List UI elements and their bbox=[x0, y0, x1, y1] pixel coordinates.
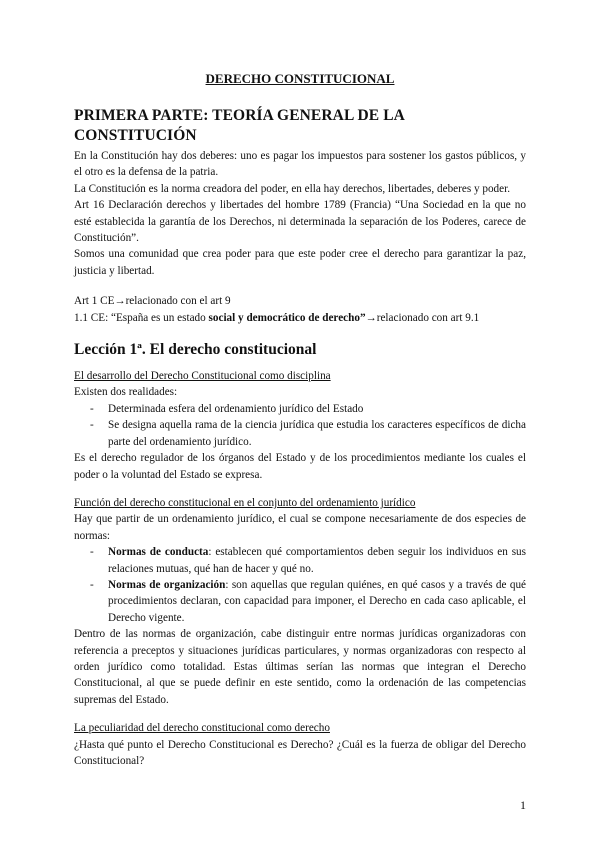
section-paragraph: Dentro de las normas de organización, cabe distinguir entre normas jurídicas organizadoras con referencia a preceptos y situaciones jurídicas particulares, y normas organizadoras con respecto al orden jurídico como totalidad. Estas últimas serían las normas que integran el Derecho Constitucional, al que se puede definir en este sentido, como la ordenación de las competencias supremas del Estado. bbox=[74, 628, 526, 706]
section-title: El desarrollo del Derecho Constitucional como disciplina bbox=[74, 370, 331, 383]
page-number: 1 bbox=[520, 798, 526, 812]
section-title: La peculiaridad del derecho constitucional como derecho bbox=[74, 722, 330, 735]
section-title: Función del derecho constitucional en el conjunto del ordenamiento jurídico bbox=[74, 496, 416, 509]
document-title: DERECHO CONSTITUCIONAL bbox=[205, 71, 395, 86]
page-content bbox=[74, 70, 526, 769]
section-lead: Existen dos realidades: bbox=[74, 386, 178, 399]
list-item: - Determinada esfera del ordenamiento jurídico del Estado bbox=[90, 402, 364, 415]
bullet-list bbox=[74, 401, 526, 450]
article-1-note: Art 1 CE→relacionado con el art 9 bbox=[74, 295, 231, 308]
lesson-title: Lección 1ª. El derecho constitucional bbox=[74, 341, 317, 359]
section-paragraph: Es el derecho regulador de los órganos del Estado y de los procedimientos mediante los cuales el poder o la voluntad del Estado se expresa. bbox=[74, 452, 526, 481]
list-item: - Normas de organización: son aquellas que regulan quiénes, en qué casos y a través de qué procedimientos declaran, con capacidad para imponer, el Derecho en cada caso aplicable, el Derecho vigente. bbox=[90, 578, 527, 624]
section-paragraph: ¿Hasta qué punto el Derecho Constitucional es Derecho? ¿Cuál es la fuerza de obligar del Derecho Constitucional? bbox=[74, 738, 526, 767]
intro-paragraph: Art 16 Declaración derechos y libertades del hombre 1789 (Francia) “Una Sociedad en la que no esté establecida la garantía de los Derechos, ni determinada la separación de los Poderes, carece de Constitución”. bbox=[74, 199, 526, 245]
list-item: - Normas de conducta: establecen qué comportamientos deben seguir los individuos en sus relaciones mutuas, qué han de hacer y qué no. bbox=[90, 546, 526, 575]
intro-paragraph: Somos una comunidad que crea poder para que este poder cree el derecho para garantizar la paz, justicia y libertad. bbox=[74, 248, 526, 277]
section-lead: Hay que partir de un ordenamiento jurídico, el cual se compone necesariamente de dos especies de normas: bbox=[74, 513, 526, 542]
bullet-list bbox=[74, 544, 526, 626]
part-title: PRIMERA PARTE: TEORÍA GENERAL DE LA CONSTITUCIÓN bbox=[74, 107, 405, 144]
intro-paragraph: En la Constitución hay dos deberes: uno es pagar los impuestos para sostener los gastos públicos, y el otro es la defensa de la patria. bbox=[74, 150, 526, 179]
article-1-1-bold: social y democrático de derecho” bbox=[208, 311, 366, 324]
article-1-1-note: 1.1 CE: “España es un estado social y democrático de derecho”→relacionado con art 9.1 bbox=[74, 311, 480, 324]
intro-paragraph: La Constitución es la norma creadora del poder, en ella hay derechos, libertades, deberes y poder. bbox=[74, 182, 511, 195]
list-item: - Se designa aquella rama de la ciencia jurídica que estudia los caracteres específicos de dicha parte del ordenamiento jurídico. bbox=[90, 419, 526, 448]
